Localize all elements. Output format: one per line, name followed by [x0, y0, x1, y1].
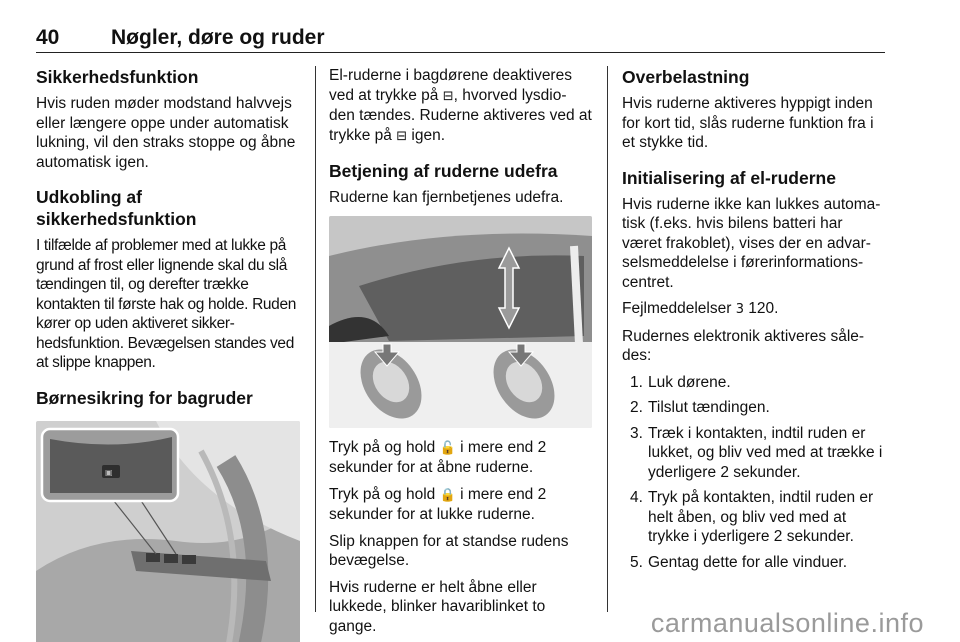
list-item: 5. Gentag dette for alle vinduer. — [630, 553, 848, 571]
heading-disable-safety: Udkobling af sikkerhedsfunktion — [36, 187, 197, 229]
window-lock-icon: ⊟ — [442, 88, 454, 104]
paragraph-stop-window: Slip knappen for at standse rudens bevægelse. — [329, 532, 569, 569]
heading-safety-function: Sikkerhedsfunktion — [36, 67, 199, 87]
paragraph-hazard-flash: Hvis ruderne er helt åbne eller lukkede, blinker havariblinket to gange. — [329, 578, 546, 635]
paragraph-close-windows: Tryk på og hold 🔒 i mere end 2 sekunder for at lukke ruderne. — [329, 485, 547, 523]
paragraph-safety-function: Hvis ruden møder modstand halvvejs eller længere oppe under automatisk lukning, vil den straks stoppe og åbne automatisk igen. — [36, 95, 296, 171]
list-item: 1. Luk dørene. — [630, 373, 731, 391]
list-item: 4. Tryk på kontakten, indtil ruden er helt åben, og bliv ved med at trykke i yderligere 2 sekunder. — [630, 489, 874, 545]
paragraph-initialisation: Hvis ruderne ikke kan lukkes automa-tisk (f.eks. hvis bilens batteri har været frakoblet), vises der en advar-selsmeddelelse i førerinformations-centret. — [622, 195, 881, 291]
svg-text:▣: ▣ — [105, 467, 113, 477]
paragraph-overload: Hvis ruderne aktiveres hyppigt inden for kort tid, slås ruderne funktion fra i et stykke tid. — [622, 95, 874, 151]
heading-overload: Overbelastning — [622, 67, 750, 87]
door-switch-illustration — [36, 421, 300, 642]
column-right — [622, 66, 886, 578]
column-divider-2 — [607, 66, 608, 612]
paragraph-window-lock: El-ruderne i bagdørene deaktiveres ved at trykke på ⊟, hvorved lysdio-den tændes. Ruderne aktiveres ved at trykke på ⊟ igen. — [329, 67, 592, 144]
reference-arrow-icon: 3 — [735, 302, 744, 317]
list-item: 2. Tilslut tændingen. — [630, 399, 770, 416]
page-number: 40 — [36, 26, 60, 49]
header-divider — [36, 52, 885, 53]
paragraph-electronics-activate: Rudernes elektronik aktiveres såle-des: — [622, 327, 865, 364]
column-left — [36, 66, 300, 642]
paragraph-disable-safety: I tilfælde af problemer med at lukke på grund af frost eller lignende skal du slå tændingen til, og derefter trække kontakten til første hak og holde. Ruden kører op uden aktiveret sikker-hedsfunktion. Bevægelsen standes ved at slippe knappen. — [36, 237, 296, 371]
watermark-text: carmanualsonline.info — [650, 608, 924, 638]
heading-remote-operation: Betjening af ruderne udefra — [329, 161, 558, 181]
lock-icon: 🔒 — [439, 487, 456, 503]
column-middle — [329, 66, 592, 642]
remote-key-illustration — [329, 216, 592, 428]
paragraph-open-windows: Tryk på og hold 🔓 i mere end 2 sekunder for at åbne ruderne. — [329, 438, 547, 476]
paragraph-remote-operation: Ruderne kan fjernbetjenes udefra. — [329, 189, 564, 206]
chapter-title: Nøgler, døre og ruder — [111, 26, 325, 49]
steps-list — [622, 373, 886, 573]
heading-child-lock: Børnesikring for bagruder — [36, 387, 253, 408]
list-item: 3. Træk i kontakten, indtil ruden er lukket, og bliv ved med at trække i yderligere 2 sekunder. — [630, 424, 883, 481]
unlock-icon: 🔓 — [439, 440, 456, 456]
column-divider-1 — [315, 66, 316, 612]
window-lock-icon: ⊟ — [396, 128, 408, 144]
paragraph-error-messages: Fejlmeddelelser 3 120. — [622, 300, 779, 317]
page-header — [36, 26, 885, 52]
heading-initialisation: Initialisering af el-ruderne — [622, 167, 836, 188]
